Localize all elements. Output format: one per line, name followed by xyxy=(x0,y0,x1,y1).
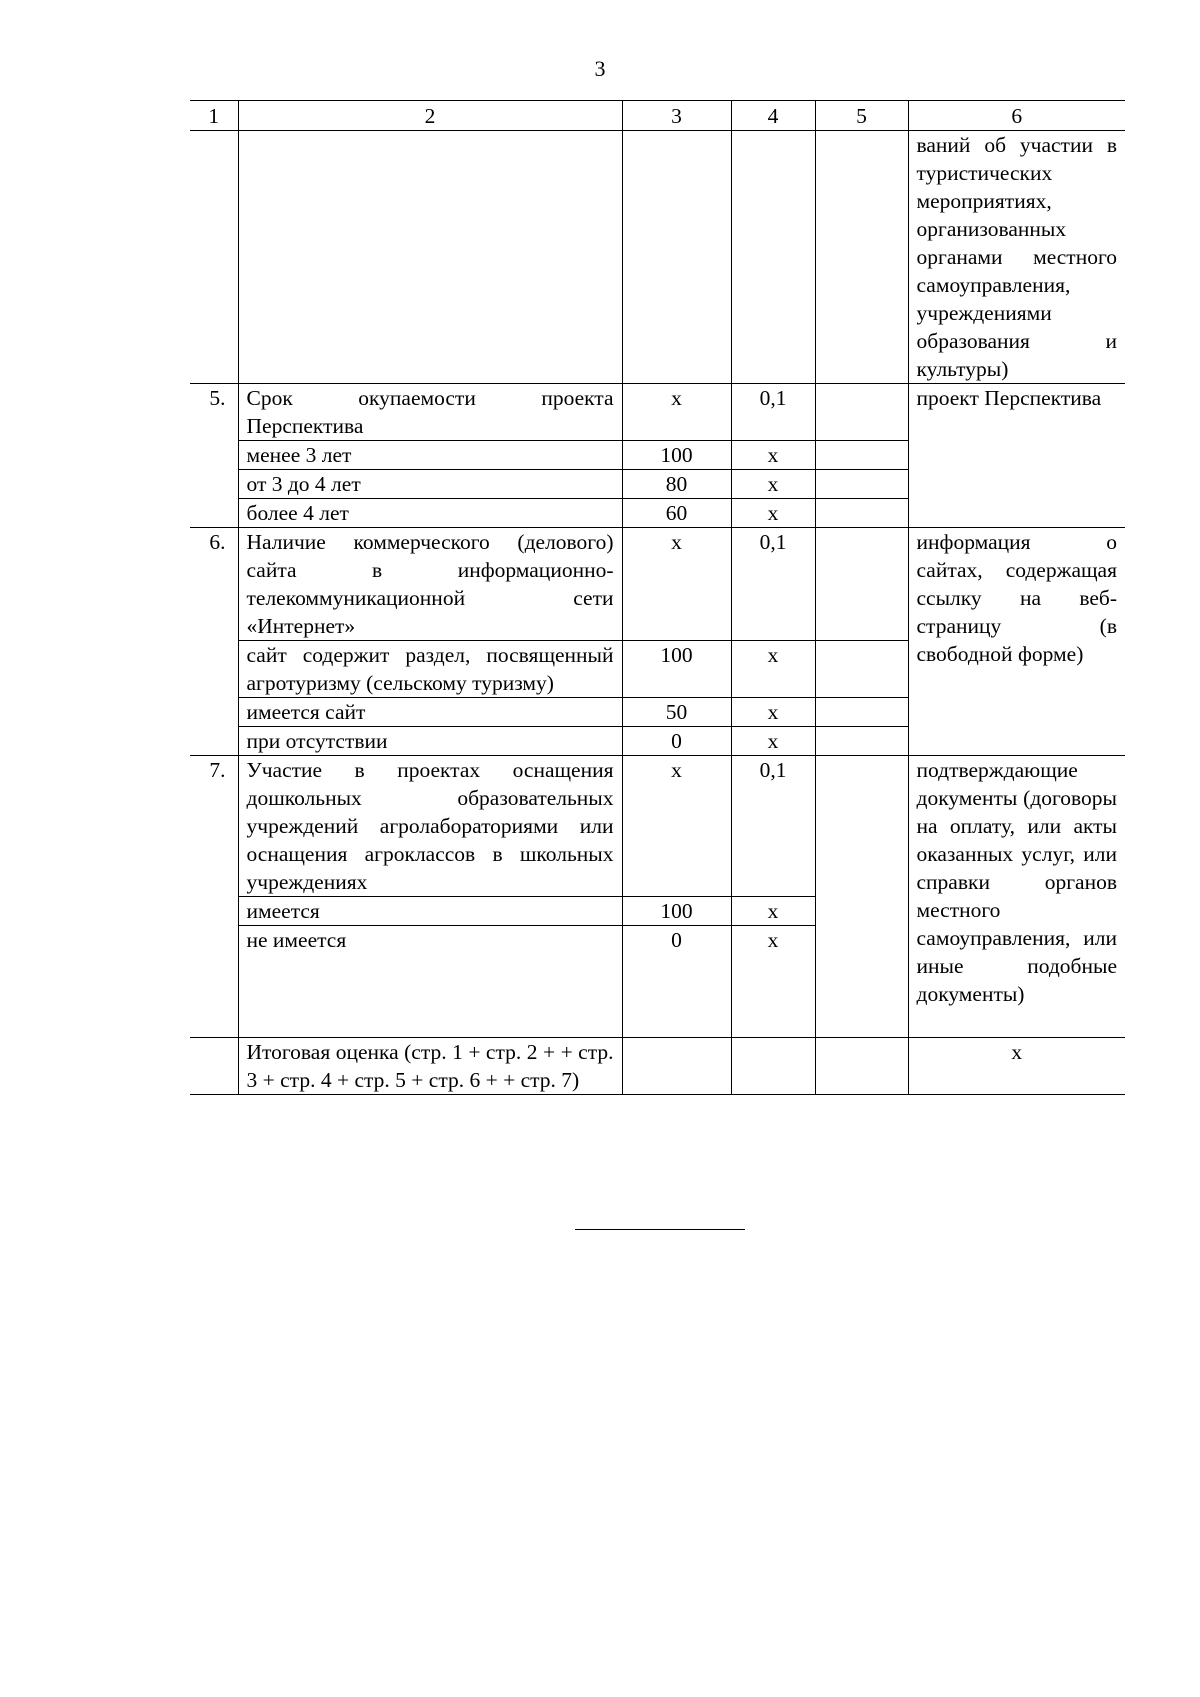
total-documents-cell: х xyxy=(908,1038,1125,1095)
option-weight: х xyxy=(731,470,815,499)
weight-cell: 0,1 xyxy=(731,528,815,641)
option-score: 50 xyxy=(622,698,731,727)
option-score: 100 xyxy=(622,897,731,926)
documents-cell: проект Перспектива xyxy=(908,384,1125,528)
option-label: не имеется xyxy=(238,926,622,1038)
option-weight: х xyxy=(731,698,815,727)
table-row xyxy=(190,384,1125,441)
score-cell: х xyxy=(622,756,731,897)
option-score: 0 xyxy=(622,727,731,756)
row-number: 7. xyxy=(190,756,238,1038)
documents-cell: информация о сайтах, содержащая ссылку на веб-страницу (в свободной форме) xyxy=(908,528,1125,756)
header-col-1: 1 xyxy=(190,101,238,131)
option-weight: х xyxy=(731,897,815,926)
criterion-title: Участие в проектах оснащения дошкольных образовательных учреждений агролабораториями или оснащения агроклассов в школьных учреждениях xyxy=(238,756,622,897)
total-label: Итоговая оценка (стр. 1 + стр. 2 + + стр. 3 + стр. 4 + стр. 5 + стр. 6 + + стр. 7) xyxy=(238,1038,622,1095)
weight-cell: 0,1 xyxy=(731,756,815,897)
table-header-row xyxy=(190,101,1125,131)
option-label: от 3 до 4 лет xyxy=(238,470,622,499)
score-cell: х xyxy=(622,384,731,441)
option-label: менее 3 лет xyxy=(238,441,622,470)
header-col-6: 6 xyxy=(908,101,1125,131)
option-label: сайт содержит раздел, посвященный агротуризму (сельскому туризму) xyxy=(238,641,622,698)
criterion-title: Наличие коммерческого (делового) сайта в информационно-телекоммуникационной сети «Интернет» xyxy=(238,528,622,641)
table-row xyxy=(190,528,1125,641)
option-score: 80 xyxy=(622,470,731,499)
criteria-table xyxy=(190,100,1125,1095)
option-label: при отсутствии xyxy=(238,727,622,756)
option-weight: х xyxy=(731,441,815,470)
total-row xyxy=(190,1038,1125,1095)
option-weight: х xyxy=(731,641,815,698)
option-weight: х xyxy=(731,727,815,756)
page-number: 3 xyxy=(594,56,606,81)
option-label: имеется xyxy=(238,897,622,926)
weight-cell: 0,1 xyxy=(731,384,815,441)
criterion-title: Срок окупаемости проекта Перспектива xyxy=(238,384,622,441)
option-weight: х xyxy=(731,926,815,1038)
header-col-3: 3 xyxy=(622,101,731,131)
documents-cell: подтверждающие документы (договоры на оплату, или акты оказанных услуг, или справки органов местного самоуправления, или иные подобные документы) xyxy=(908,756,1125,1038)
option-score: 60 xyxy=(622,499,731,528)
option-score: 100 xyxy=(622,441,731,470)
table-row xyxy=(190,131,1125,384)
header-col-2: 2 xyxy=(238,101,622,131)
option-label: более 4 лет xyxy=(238,499,622,528)
header-col-5: 5 xyxy=(815,101,908,131)
option-label: имеется сайт xyxy=(238,698,622,727)
end-rule xyxy=(575,1229,745,1230)
option-weight: х xyxy=(731,499,815,528)
row-number: 6. xyxy=(190,528,238,756)
row-number: 5. xyxy=(190,384,238,528)
header-col-4: 4 xyxy=(731,101,815,131)
table-row xyxy=(190,756,1125,897)
continued-documents-cell: ваний об участии в туристических мероприятиях, организованных органами местного самоуправления, учреждениями образования и культуры) xyxy=(908,131,1125,384)
option-score: 100 xyxy=(622,641,731,698)
score-cell: х xyxy=(622,528,731,641)
option-score: 0 xyxy=(622,926,731,1038)
